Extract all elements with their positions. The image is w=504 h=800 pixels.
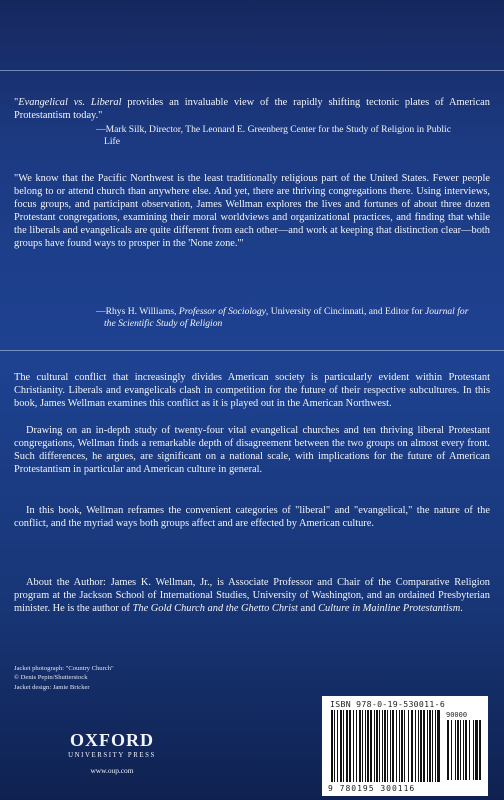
jacket-credits <box>14 664 114 692</box>
isbn-number: ISBN 978-0-19-530011-6 <box>330 699 446 709</box>
quote-williams-attribution: —Rhys H. Williams, Professor of Sociology, University of Cincinnati, and Editor for Journal for the Scientific Study of Religion <box>96 306 469 330</box>
about-the-author: About the Author: James K. Wellman, Jr., is Associate Professor and Chair of the Comparative Religion program at the Jackson School of International Studies, University of Washington, and an ordained Presbyterian minister. He is the author of The Gold Church and the Ghetto Christ and Culture in Mainline Protestantism. <box>14 577 490 615</box>
book-title-italic: Evangelical vs. Liberal <box>18 97 122 108</box>
quote-silk: "Evangelical vs. Liberal provides an invaluable view of the rapidly shifting tectonic plates of American Protestantism today." <box>14 97 490 122</box>
middle-divider <box>0 350 504 351</box>
jacket-design-credit: Jacket design: Jamie Bricker <box>14 683 90 691</box>
photo-copyright: © Denis Pepin/Shutterstock <box>14 674 88 682</box>
top-divider <box>0 70 504 71</box>
description-paragraph-3: In this book, Wellman reframes the convenient categories of "liberal" and "evangelical," the nature of the conflict, and the myriad ways both groups affect and are effected by American culture. <box>14 505 490 530</box>
jacket-photo-credit: Jacket photograph: "Country Church" <box>14 665 114 672</box>
publisher-subtitle: UNIVERSITY PRESS <box>68 752 156 759</box>
publisher-name: OXFORD <box>70 730 154 750</box>
barcode-icon <box>330 710 442 784</box>
publisher-url: www.oup.com <box>90 766 134 775</box>
price-code: 90000 <box>446 711 468 719</box>
quote-silk-attribution: —Mark Silk, Director, The Leonard E. Greenberg Center for the Study of Religion in Public Life <box>96 124 451 148</box>
barcode-panel <box>322 696 488 796</box>
description-paragraph-2: Drawing on an in-depth study of twenty-four vital evangelical churches and ten thriving liberal Protestant congregations, Wellman finds a remarkable depth of disagreement between the two groups on almost every front. Such differences, he argues, are significant on a national scale, with implications for the future of American Protestantism in particular and American culture in general. <box>14 425 490 476</box>
book-title-1: The Gold Church and the Ghetto Christ <box>132 603 298 615</box>
publisher-logo <box>52 730 172 775</box>
journal-title: Journal for the Scientific Study of Religion <box>104 306 469 330</box>
book-title-2: Culture in Mainline Protestantism <box>318 603 461 615</box>
ean-digits: 9 780195 300116 <box>328 784 416 793</box>
quote-williams: "We know that the Pacific Northwest is the least traditionally religious part of the United States. Fewer people belong to or attend church than anywhere else. And yet, there are thriving congregations there. Using interviews, focus groups, and participant observation, James Wellman explores the lives and fortunes of about three dozen Protestant congregations, examining their moral worldviews and organizational practices, and finding that while the liberals and evangelicals are quite different from each other—and work at keeping that distinction clear—both groups have found ways to prosper in the 'None zone.'" <box>14 173 490 250</box>
description-paragraph-1: The cultural conflict that increasingly divides American society is particularly evident within Protestant Christianity. Liberals and evangelicals clash in competition for the future of their respective subcultures. In this book, James Wellman examines this conflict as it is played out in the American Northwest. <box>14 372 490 410</box>
barcode-addon-icon <box>446 720 482 780</box>
